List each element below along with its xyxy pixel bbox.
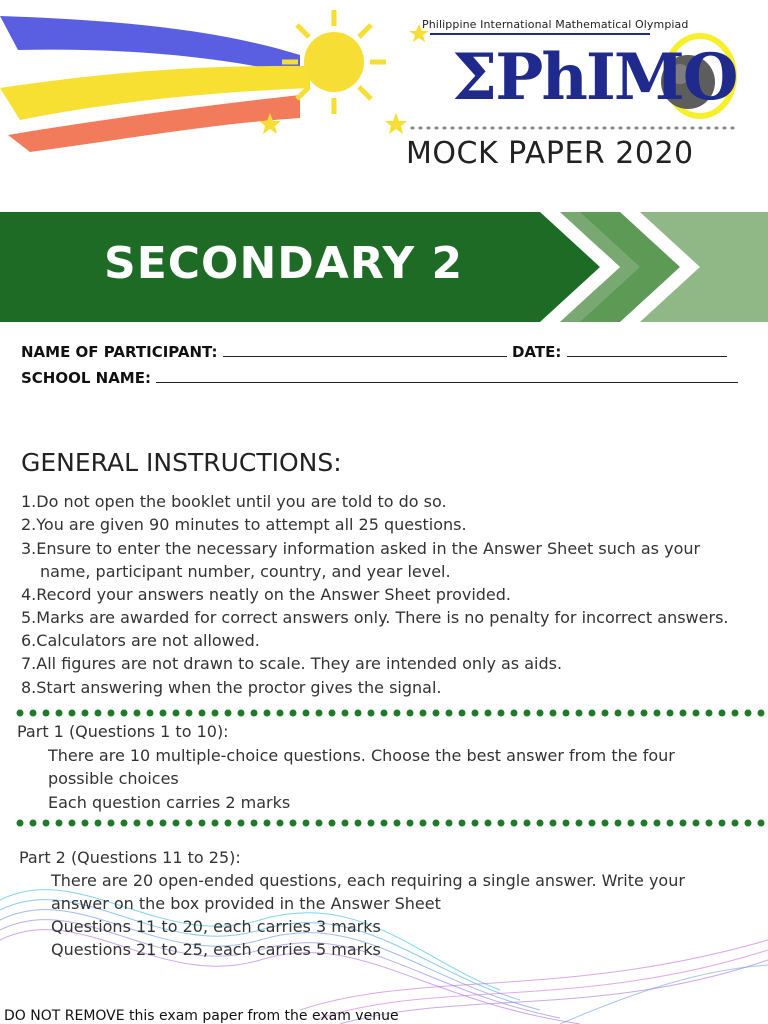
part1-heading: Part 1 (Questions 1 to 10): xyxy=(17,722,229,741)
instructions-title: GENERAL INSTRUCTIONS: xyxy=(21,448,342,477)
school-row xyxy=(21,368,738,387)
part2-line: Questions 21 to 25, each carries 5 marks xyxy=(51,940,381,959)
instruction-item: name, participant number, country, and year level. xyxy=(40,562,451,581)
dotted-divider xyxy=(16,708,768,718)
instruction-item: 8.Start answering when the proctor gives the signal. xyxy=(21,678,442,697)
date-field[interactable] xyxy=(567,342,727,357)
part1-line: possible choices xyxy=(48,769,179,788)
part1-line: There are 10 multiple-choice questions. Choose the best answer from the four xyxy=(48,746,675,765)
instruction-item: 3.Ensure to enter the necessary information asked in the Answer Sheet such as your xyxy=(21,539,701,558)
instruction-item: 2.You are given 90 minutes to attempt all 25 questions. xyxy=(21,515,467,534)
blue-ribbon xyxy=(0,16,300,75)
instruction-item: 1.Do not open the booklet until you are told to do so. xyxy=(21,492,447,511)
name-label: NAME OF PARTICIPANT: xyxy=(21,343,218,361)
name-field[interactable] xyxy=(223,342,507,357)
part2-line: answer on the box provided in the Answer Sheet xyxy=(51,894,441,913)
phimo-logo: ΣPhIMO xyxy=(452,40,737,115)
name-date-row xyxy=(21,342,727,361)
date-label: DATE: xyxy=(511,343,562,361)
school-label: SCHOOL NAME: xyxy=(21,369,151,387)
instruction-item: 6.Calculators are not allowed. xyxy=(21,631,260,650)
part2-heading: Part 2 (Questions 11 to 25): xyxy=(19,848,241,867)
part2-line: Questions 11 to 20, each carries 3 marks xyxy=(51,917,381,936)
dotted-divider xyxy=(16,818,768,828)
sun-icon xyxy=(282,10,386,114)
instruction-item: 4.Record your answers neatly on the Answer Sheet provided. xyxy=(21,585,512,604)
grade-level-title: SECONDARY 2 xyxy=(104,238,464,289)
part1-line: Each question carries 2 marks xyxy=(48,793,291,812)
footer-note: DO NOT REMOVE this exam paper from the exam venue xyxy=(4,1008,399,1024)
instruction-item: 7.All figures are not drawn to scale. They are intended only as aids. xyxy=(21,654,563,673)
star-icon xyxy=(385,113,407,134)
logo-subtitle: Philippine International Mathematical Olympiad xyxy=(422,18,689,31)
page-title: MOCK PAPER 2020 xyxy=(406,136,694,171)
school-field[interactable] xyxy=(156,368,738,383)
instruction-item: 5.Marks are awarded for correct answers only. There is no penalty for incorrect answers. xyxy=(21,608,729,627)
part2-line: There are 20 open-ended questions, each requiring a single answer. Write your xyxy=(51,871,685,890)
